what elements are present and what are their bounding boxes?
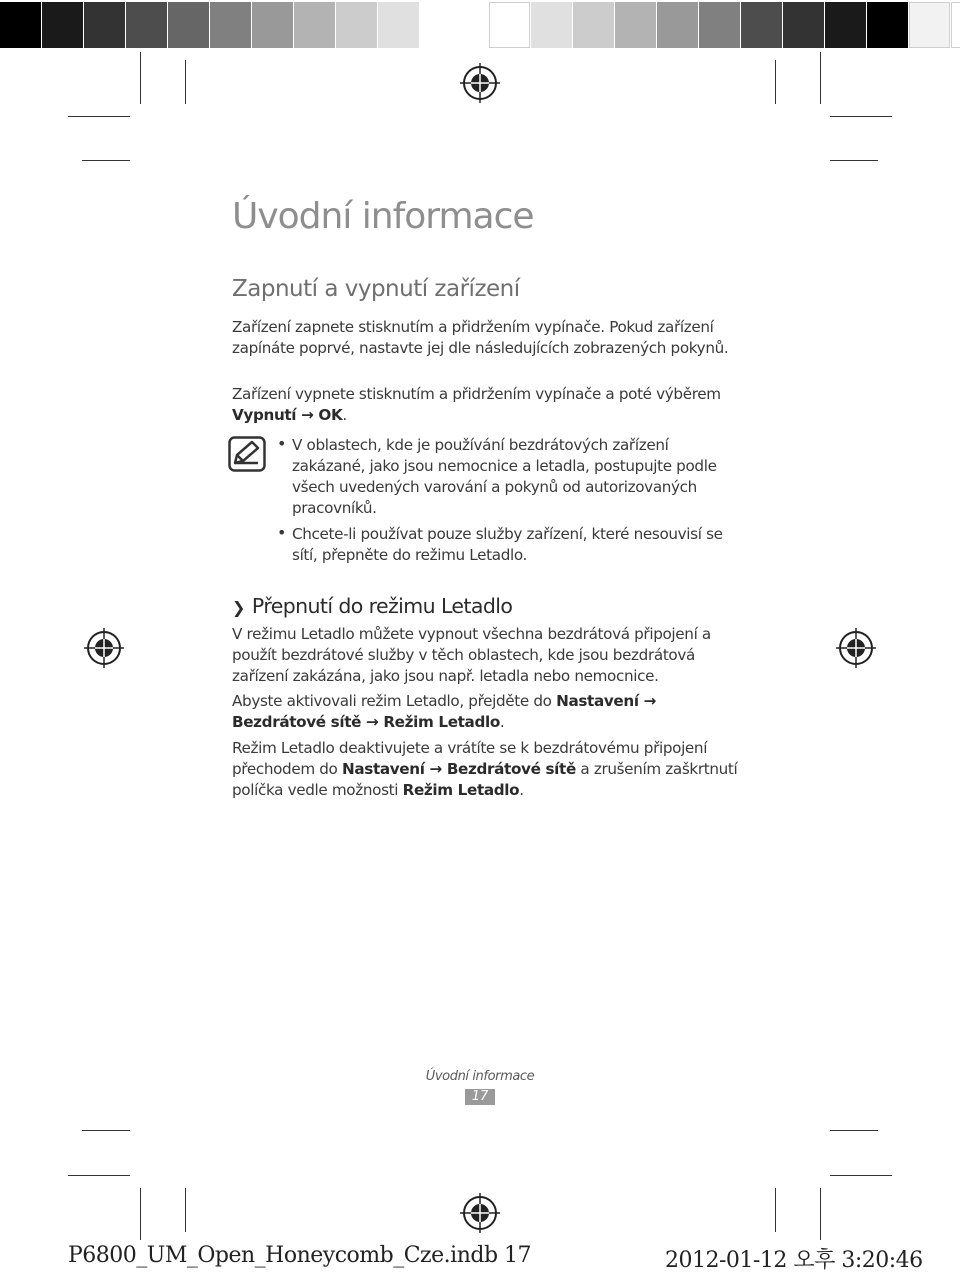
- bullet-marker: •: [277, 434, 287, 453]
- registration-target-icon: [84, 628, 124, 668]
- registration-target-icon: [836, 628, 876, 668]
- registration-target-icon: [460, 1193, 500, 1233]
- note-bullet-2: Chcete-li používat pouze služby zařízení, které nesouvisí se sítí, přepněte do režimu Letadlo.: [292, 525, 723, 564]
- registration-bar: [294, 2, 335, 48]
- crop-mark: [82, 1130, 130, 1131]
- crop-mark: [185, 1188, 186, 1232]
- registration-bar: [489, 2, 530, 48]
- registration-bar: [531, 2, 572, 48]
- menu-path-power-off: Vypnutí → OK: [232, 406, 343, 424]
- registration-bar: [42, 2, 83, 48]
- registration-bar: [84, 2, 125, 48]
- registration-bar: [909, 2, 950, 48]
- page-title: Úvodní informace: [232, 196, 534, 237]
- registration-bars-right: [489, 2, 960, 48]
- registration-bar: [168, 2, 209, 48]
- registration-bar: [783, 2, 824, 48]
- registration-bar: [825, 2, 866, 48]
- registration-bar: [378, 2, 419, 48]
- paragraph-activate-airplane: Abyste aktivovali režim Letadlo, přejděte do Nastavení → Bezdrátové sítě → Režim Letadlo.: [232, 692, 656, 731]
- registration-bar: [252, 2, 293, 48]
- crop-mark: [830, 1175, 892, 1176]
- registration-bar: [210, 2, 251, 48]
- registration-bar: [951, 2, 960, 48]
- crop-mark: [775, 1188, 776, 1232]
- print-slug-file: P6800_UM_Open_Honeycomb_Cze.indb 17: [68, 1243, 532, 1268]
- footer-section-label: Úvodní informace: [425, 1069, 535, 1084]
- bullet-marker: •: [277, 523, 287, 542]
- crop-mark: [68, 1175, 130, 1176]
- crop-mark: [68, 116, 130, 117]
- crop-mark: [830, 116, 892, 117]
- chevron-right-icon: ❯: [232, 598, 245, 617]
- section-heading: Zapnutí a vypnutí zařízení: [232, 276, 520, 302]
- registration-bar: [615, 2, 656, 48]
- registration-target-icon: [460, 63, 500, 103]
- registration-bar: [0, 2, 41, 48]
- print-slug-datetime: 2012-01-12 오후 3:20:46: [665, 1248, 923, 1273]
- menu-path-activate: Nastavení → Bezdrátové sítě → Režim Letadlo: [232, 692, 656, 731]
- paragraph-deactivate-airplane: Režim Letadlo deaktivujete a vrátíte se k bezdrátovému připojení přechodem do Nastavení → Bezdrátové sítě a zrušením zaškrtnutí políčka vedle možnosti Režim Letadlo.: [232, 739, 738, 799]
- crop-mark: [820, 52, 821, 104]
- crop-mark: [140, 1188, 141, 1240]
- paragraph-airplane-mode: V režimu Letadlo můžete vypnout všechna bezdrátová připojení a použít bezdrátové služby v těch oblastech, kde jsou bezdrátová zařízení zakázána, jako jsou např. letadla nebo nemocnice.: [232, 625, 711, 685]
- menu-path-deactivate: Nastavení → Bezdrátové sítě: [342, 760, 576, 778]
- registration-bars-left: [0, 2, 462, 48]
- registration-bar: [336, 2, 377, 48]
- registration-bar: [699, 2, 740, 48]
- registration-bar: [867, 2, 908, 48]
- registration-bar: [420, 2, 461, 48]
- paragraph-power-on: Zařízení zapnete stisknutím a přidržením vypínače. Pokud zařízení zapínáte poprvé, nastavte jej dle následujících zobrazených pokynů.: [232, 318, 729, 357]
- paragraph-power-off: Zařízení vypnete stisknutím a přidržením vypínače a poté výběrem Vypnutí → OK.: [232, 385, 721, 424]
- registration-bar: [573, 2, 614, 48]
- crop-mark: [830, 160, 878, 161]
- subsection-heading: ❯ Přepnutí do režimu Letadlo: [232, 594, 513, 618]
- option-airplane-mode: Režim Letadlo: [402, 781, 520, 799]
- crop-mark: [775, 60, 776, 104]
- note-pencil-icon: [228, 436, 266, 472]
- crop-mark: [140, 52, 141, 104]
- note-bullet-1: V oblastech, kde je používání bezdrátových zařízení zakázané, jako jsou nemocnice a letadla, postupujte podle všech uvedených varování a pokynů od autorizovaných pracovníků.: [292, 436, 717, 517]
- registration-bar: [741, 2, 782, 48]
- registration-bar: [126, 2, 167, 48]
- crop-mark: [185, 60, 186, 104]
- registration-bar: [657, 2, 698, 48]
- page-number: 17: [465, 1089, 495, 1105]
- crop-mark: [82, 160, 130, 161]
- crop-mark: [820, 1188, 821, 1240]
- crop-mark: [830, 1130, 878, 1131]
